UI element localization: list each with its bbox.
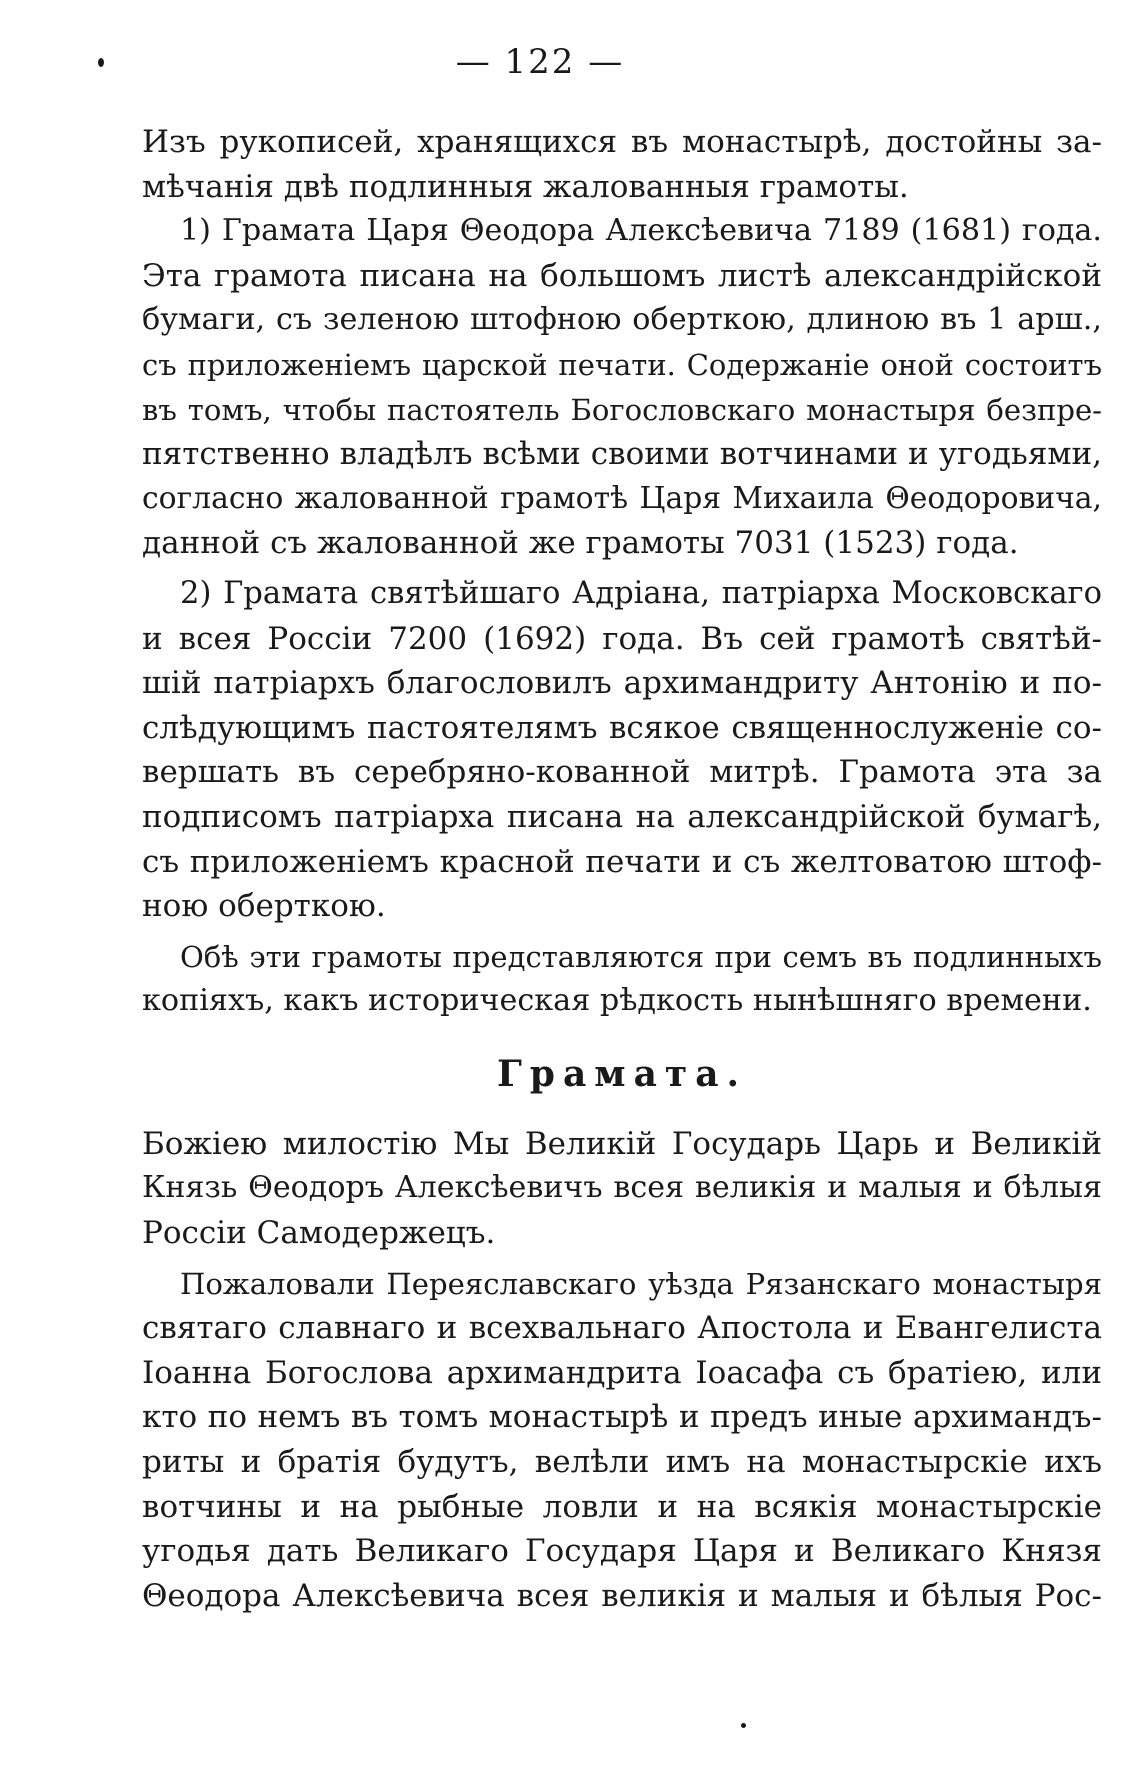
text-line: ною оберткою. xyxy=(142,888,386,925)
text-line: копіяхъ, какъ историческая рѣдкость нынѣшняго времени. xyxy=(142,983,1092,1019)
text-line: Князь Θеодоръ Алексѣевичъ всея великія и малыя и бѣлыя xyxy=(142,1170,1102,1206)
text-line: и всея Россіи 7200 (1692) года. Въ сей грамотѣ святѣй- xyxy=(142,620,1102,657)
text-line: вершать въ серебряно-кованной митрѣ. Грамота эта за xyxy=(142,754,1102,791)
ink-speck xyxy=(741,1723,746,1728)
text-line: съ приложеніемъ царской печати. Содержаніе оной состоитъ xyxy=(142,347,1102,382)
text-line: Божіею милостію Мы Великій Государь Царь и Великій xyxy=(142,1125,1102,1162)
text-line: Θеодора Алексѣевича всея великія и малыя и бѣлыя Рос- xyxy=(142,1577,1102,1614)
text-line: пятственно владѣлъ всѣми своими вотчинами и угодьями, xyxy=(142,436,1102,473)
text-line: угодья дать Великаго Государя Царя и Великаго Князя xyxy=(142,1533,1102,1570)
text-line: мѣчанія двѣ подлинныя жалованныя грамоты. xyxy=(142,168,909,205)
text-line: Эта грамота писана на большомъ листѣ александрійской xyxy=(142,257,1102,294)
text-line: слѣдующимъ пастоятелямъ всякое священнослуженіе со- xyxy=(142,709,1102,746)
text-line: Пожаловали Переяславскаго уѣзда Рязанскаго монастыря xyxy=(180,1266,1102,1301)
text-line: бумаги, съ зеленою штофною оберткою, длиною въ 1 арш., xyxy=(142,302,1102,338)
text-line: Россіи Самодержецъ. xyxy=(142,1215,496,1252)
text-line: вотчины и на рыбные ловли и на всякія монастырскіе xyxy=(142,1488,1102,1525)
text-line: риты и братія будутъ, велѣли имъ на монастырскіе ихъ xyxy=(142,1444,1102,1481)
section-heading: Грамата. xyxy=(496,1052,748,1095)
text-line: Іоанна Богослова архимандрита Іоасафа съ братіею, или xyxy=(142,1354,1102,1391)
text-line: въ томъ, чтобы пастоятель Богословскаго монастыря безпре- xyxy=(142,392,1102,427)
text-line: 2) Грамата святѣйшаго Адріана, патріарха Московскаго xyxy=(180,575,1102,611)
page-number: — 122 — xyxy=(455,42,625,82)
text-line: 1) Грамата Царя Θеодора Алексѣевича 7189 (1681) года. xyxy=(180,213,1102,249)
body-text xyxy=(142,120,1102,1618)
text-line: Изъ рукописей, хранящихся въ монастырѣ, достойны за- xyxy=(142,124,1102,160)
text-line: подписомъ патріарха писана на александрійской бумагѣ, xyxy=(142,798,1102,835)
text-line: согласно жалованной грамотѣ Царя Михаила Θеодоровича, xyxy=(142,480,1102,516)
text-line: святаго славнаго и всехвальнаго Апостола и Евангелиста xyxy=(142,1310,1102,1347)
text-line: кто по немъ въ томъ монастырѣ и предъ иные архимандъ- xyxy=(142,1399,1102,1436)
text-line: данной съ жалованной же грамоты 7031 (1523) года. xyxy=(142,525,1019,562)
text-line: съ приложеніемъ красной печати и съ желтоватою штоф- xyxy=(142,843,1102,880)
text-line: шій патріархъ благословилъ архимандриту Антонію и по- xyxy=(142,665,1102,702)
text-line: Обѣ эти грамоты представляются при семъ въ подлинныхъ xyxy=(180,939,1102,974)
